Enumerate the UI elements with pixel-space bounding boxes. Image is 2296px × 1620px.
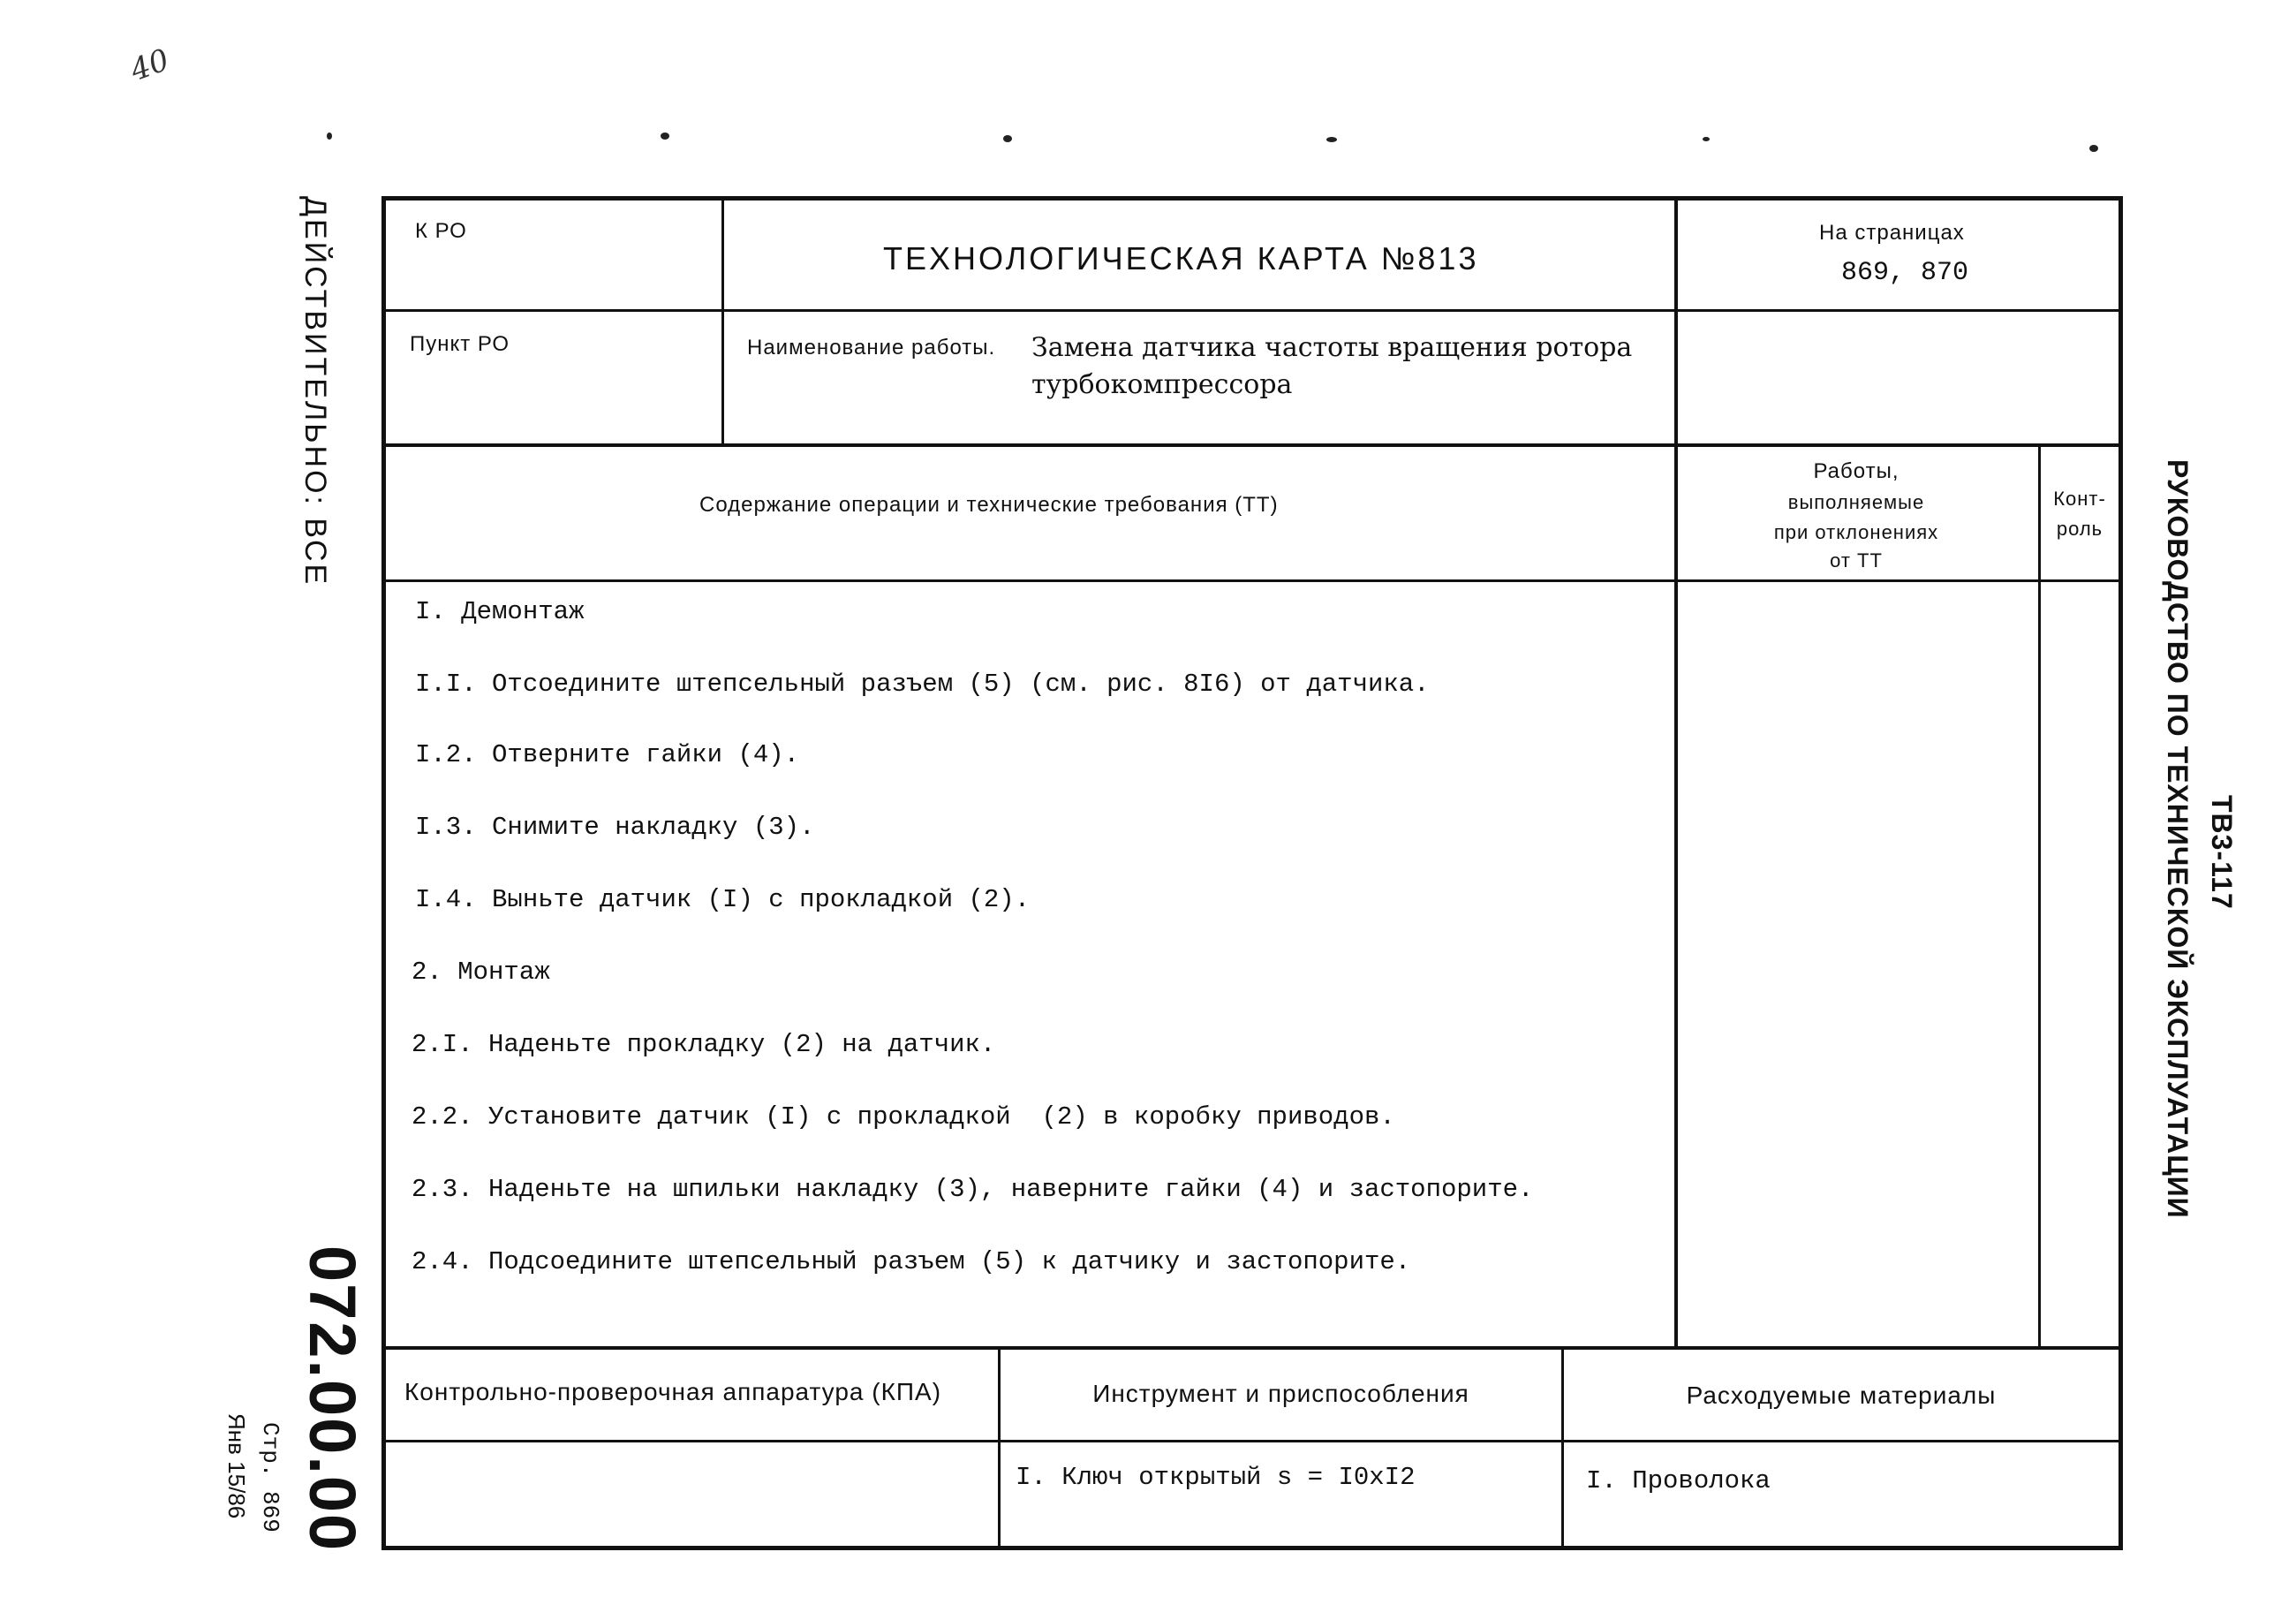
divider (381, 1440, 2123, 1442)
kpa-header: Контрольно-проверочная аппаратура (КПА) (404, 1378, 942, 1405)
operation-line: I.3. Снимите накладку (3). (415, 813, 815, 842)
table-border-top (381, 196, 2123, 201)
operation-line: 2.3. Наденьте на шпильки накладку (3), наверните гайки (4) и застопорите. (412, 1175, 1534, 1204)
work-name-line1: Замена датчика частоты вращения ротора (1031, 332, 1633, 363)
divider (1561, 1346, 1564, 1549)
operation-line: I. Демонтаж (415, 597, 585, 626)
engine-model: ТВ3-117 (2206, 795, 2238, 910)
divider (2038, 443, 2041, 1348)
divider (381, 1346, 2123, 1350)
deviation-header-3: при отклонениях (1773, 521, 1939, 543)
page-date: Янв 15/86 (223, 1413, 250, 1519)
content-column-header: Содержание операции и технические требования (ТТ) (699, 493, 1279, 517)
scan-mark (1326, 137, 1337, 142)
scan-mark (1003, 135, 1012, 142)
pages-value: 869, 870 (1841, 258, 1969, 288)
scan-mark (327, 132, 332, 140)
scan-mark (661, 132, 669, 140)
pages-label: На страницах (1819, 221, 1965, 245)
materials-header: Расходуемые материалы (1686, 1382, 1997, 1409)
work-name-line2: турбокомпрессора (1031, 369, 1293, 400)
divider (721, 196, 724, 447)
operation-line: I.4. Выньте датчик (I) с прокладкой (2). (415, 885, 1031, 914)
deviation-header-4: от ТТ (1830, 549, 1883, 572)
operation-line: 2.I. Наденьте прокладку (2) на датчик. (412, 1030, 996, 1059)
document-number: 072.00.00 (296, 1245, 369, 1553)
page-reference: Стр. 869 (257, 1422, 283, 1533)
operation-line: I.2. Отверните гайки (4). (415, 740, 800, 769)
deviation-header-1: Работы, (1813, 459, 1899, 483)
work-name-label: Наименование работы. (747, 336, 996, 360)
divider (381, 443, 2123, 447)
control-header-1: Конт- (2053, 488, 2106, 510)
manual-title: РУКОВОДСТВО ПО ТЕХНИЧЕСКОЙ ЭКСПЛУАТАЦИИ (2162, 459, 2194, 1219)
operation-line: 2. Монтаж (412, 958, 550, 987)
operation-line: 2.4. Подсоедините штепсельный разъем (5) к датчику и застопорите. (412, 1247, 1411, 1276)
divider (1674, 196, 1678, 1348)
deviation-header-2: выполняемые (1787, 491, 1925, 513)
card-title: ТЕХНОЛОГИЧЕСКАЯ КАРТА №813 (883, 240, 1479, 276)
scan-mark (1703, 137, 1710, 141)
corner-handwritten-mark: 40 (125, 42, 174, 89)
divider (381, 579, 2123, 582)
punkt-ro-label: Пункт РО (410, 332, 510, 356)
operation-line: I.I. Отсоедините штепсельный разъем (5) (см. рис. 8I6) от датчика. (415, 670, 1430, 699)
operation-line: 2.2. Установите датчик (I) с прокладкой (2) в коробку приводов. (412, 1102, 1395, 1132)
control-header-2: роль (2056, 518, 2103, 540)
table-border-bottom (381, 1546, 2123, 1550)
divider (381, 309, 2123, 312)
tools-header: Инструмент и приспособления (1092, 1380, 1469, 1407)
k-ro-label: К РО (415, 219, 467, 243)
validity-note: ДЕЙСТВИТЕЛЬНО: ВСЕ (298, 196, 332, 587)
tools-value: I. Ключ открытый s = I0xI2 (1016, 1463, 1416, 1492)
divider (998, 1346, 1001, 1549)
materials-value: I. Проволока (1586, 1466, 1771, 1495)
scan-mark (2089, 145, 2098, 152)
